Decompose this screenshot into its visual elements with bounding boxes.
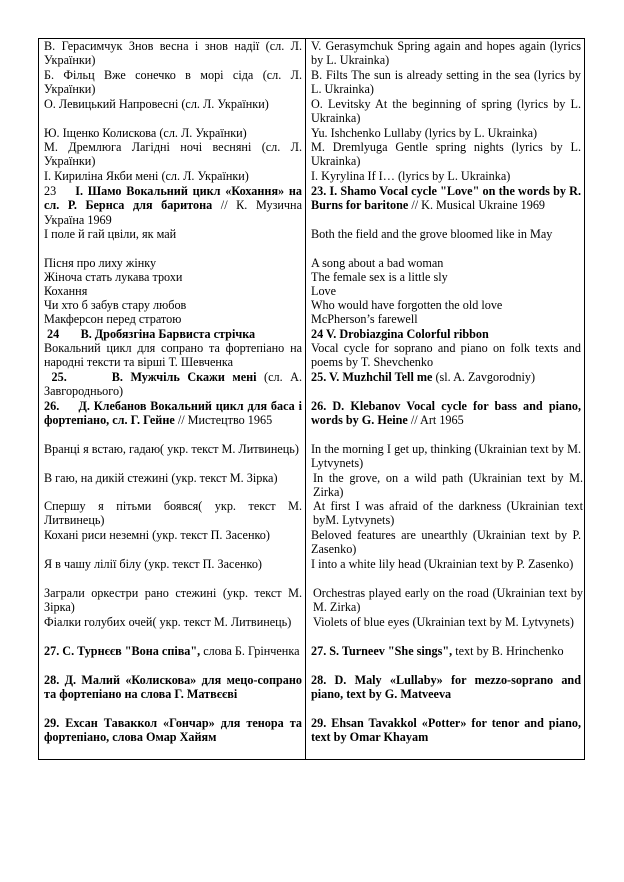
entry-title: Д. Клебанов Вокальний цикл для баса і фортепіано, сл. Г. Гейне <box>44 399 303 428</box>
entry-publisher: // К. Музична Україна 1969 <box>44 198 302 227</box>
entry-title: 25. V. Muzhchil Tell me <box>311 370 433 384</box>
en-song: Love <box>311 284 337 298</box>
entry-lyricist: слова Б. Грінченка <box>200 644 300 658</box>
entry-lyricist: (сл. А. Завгороднього) <box>44 370 303 399</box>
en-song: In the morning I get up, thinking (Ukrainian text by M. Lytvynets) <box>311 442 581 471</box>
en-song: Beloved features are unearthly (Ukrainian text by P. Zasenko) <box>311 528 581 557</box>
entry-title: 26. D. Klebanov Vocal cycle for bass and piano, words by G. Heine <box>311 399 581 428</box>
uk-song: Заграли оркестри рано стежині (укр. текст М. Зірка) <box>44 586 302 615</box>
uk-song: В гаю, на дикій стежині (укр. текст М. Зірка) <box>44 471 278 485</box>
uk-entry-25 <box>44 370 302 399</box>
uk-entry: Ю. Іщенко Колискова (сл. Л. Українки) <box>44 126 247 140</box>
uk-entry: Вокальний цикл для сопрано та фортепіано на народні тексти та вірші Т. Шевченка <box>44 341 302 370</box>
en-entry-25 <box>311 370 581 384</box>
entry-publisher: // Art 1965 <box>407 413 464 428</box>
en-entry: O. Levitsky At the beginning of spring (lyrics by L. Ukrainka) <box>311 97 581 126</box>
uk-song: Жіноча стать лукава трохи <box>44 270 183 284</box>
uk-entry: В. Герасимчук Знов весна і знов надії (сл. Л. Українки) <box>44 39 302 68</box>
en-entry: Vocal cycle for soprano and piano on folk texts and poems by T. Shevchenko <box>311 341 581 370</box>
entry-title: 27. С. Турнєєв "Вона співа", <box>44 644 201 658</box>
entry-title: 27. S. Turneev "She sings", <box>311 644 453 658</box>
en-song: At first I was afraid of the darkness (Ukrainian text byM. Lytvynets) <box>313 499 583 528</box>
entry-title: 24 V. Drobiazgina Colorful ribbon <box>311 327 489 341</box>
en-song: McPherson’s farewell <box>311 312 418 326</box>
en-entry: Yu. Ishchenko Lullaby (lyrics by L. Ukrainka) <box>311 126 538 140</box>
en-song: Orchestras played early on the road (Ukrainian text by M. Zirka) <box>313 586 583 615</box>
en-entry-24 <box>311 327 581 341</box>
uk-song: Кохання <box>44 284 88 298</box>
entry-publisher: // K. Musical Ukraine 1969 <box>408 198 546 213</box>
uk-song: Фіалки голубих очей( укр. текст М. Литвинець) <box>44 615 292 629</box>
en-song: Both the field and the grove bloomed like in May <box>311 227 553 241</box>
uk-song: Пісня про лиху жінку <box>44 256 157 270</box>
uk-song: Спершу я пітьми боявся( укр. текст М. Литвинець) <box>44 499 302 528</box>
uk-song: І поле й гай цвіли, як май <box>44 227 177 241</box>
uk-entry-27 <box>44 644 302 658</box>
entry-number: 23 <box>44 184 57 198</box>
en-song: The female sex is a little sly <box>311 270 448 284</box>
uk-entry-26 <box>44 399 302 428</box>
entry-number: 25. <box>51 370 67 384</box>
entry-publisher: // Мистецтво 1965 <box>174 413 273 428</box>
uk-entry: М. Дремлюга Лагідні ночі весняні (сл. Л. Українки) <box>44 140 302 169</box>
en-entry: I. Kyrylina If I… (lyrics by L. Ukrainka) <box>311 169 511 183</box>
uk-song: Макферсон перед стратою <box>44 312 182 326</box>
en-entry-26 <box>311 399 581 428</box>
en-song: I into a white lily head (Ukrainian text by P. Zasenko) <box>311 557 574 571</box>
en-entry-29: 29. Ehsan Tavakkol «Potter» for tenor and piano, text by Omar Khayam <box>311 716 581 745</box>
uk-song: Чи хто б забув стару любов <box>44 298 187 312</box>
en-entry: V. Gerasymchuk Spring again and hopes again (lyrics by L. Ukrainka) <box>311 39 581 68</box>
entry-title: В. Дробязгіна Барвиста стрічка <box>80 327 256 341</box>
en-song: In the grove, on a wild path (Ukrainian text by M. Zirka) <box>313 471 583 500</box>
entry-lyricist: text by B. Hrinchenko <box>452 644 564 658</box>
bilingual-table <box>38 38 585 760</box>
uk-entry-23 <box>44 184 302 227</box>
uk-entry: О. Левицький Напровесні (сл. Л. Українки) <box>44 97 269 111</box>
en-song: Violets of blue eyes (Ukrainian text by M. Lytvynets) <box>313 615 574 629</box>
en-entry-28: 28. D. Maly «Lullaby» for mezzo-soprano and piano, text by G. Matveeva <box>311 673 581 702</box>
uk-entry-29: 29. Ехсан Таваккол «Гончар» для тенора та фортепіано, слова Омар Хайям <box>44 716 302 745</box>
en-entry: M. Dremlyuga Gentle spring nights (lyrics by L. Ukrainka) <box>311 140 581 169</box>
en-entry-27 <box>311 644 581 658</box>
entry-title: В. Мужчіль Скажи мені <box>111 370 257 384</box>
en-song: Who would have forgotten the old love <box>311 298 503 312</box>
uk-entry: Б. Фільц Вже сонечко в морі сіда (сл. Л. Українки) <box>44 68 302 97</box>
entry-number: 26. <box>44 399 60 413</box>
uk-entry-28: 28. Д. Малий «Колискова» для мецо-сопрано та фортепіано на слова Г. Матвєєві <box>44 673 302 702</box>
entry-number: 24 <box>47 327 60 341</box>
uk-entry: І. Кириліна Якби мені (сл. Л. Українки) <box>44 169 249 183</box>
uk-entry-24 <box>44 327 302 341</box>
en-song: A song about a bad woman <box>311 256 444 270</box>
en-entry-23 <box>311 184 581 213</box>
en-entry: B. Filts The sun is already setting in the sea (lyrics by L. Ukrainka) <box>311 68 581 97</box>
entry-title: І. Шамо Вокальний цикл «Кохання» на сл. Р. Бернса для баритона <box>44 184 302 213</box>
entry-lyricist: (sl. A. Zavgorodniy) <box>432 370 536 384</box>
uk-song: Я в чашу лілії білу (укр. текст П. Засенко) <box>44 557 262 571</box>
uk-song: Кохані риси неземні (укр. текст П. Засенко) <box>44 528 270 542</box>
column-divider <box>305 39 306 759</box>
uk-song: Вранці я встаю, гадаю( укр. текст М. Литвинець) <box>44 442 299 456</box>
entry-title: 23. I. Shamo Vocal cycle "Love" on the words by R. Burns for baritone <box>311 184 581 213</box>
